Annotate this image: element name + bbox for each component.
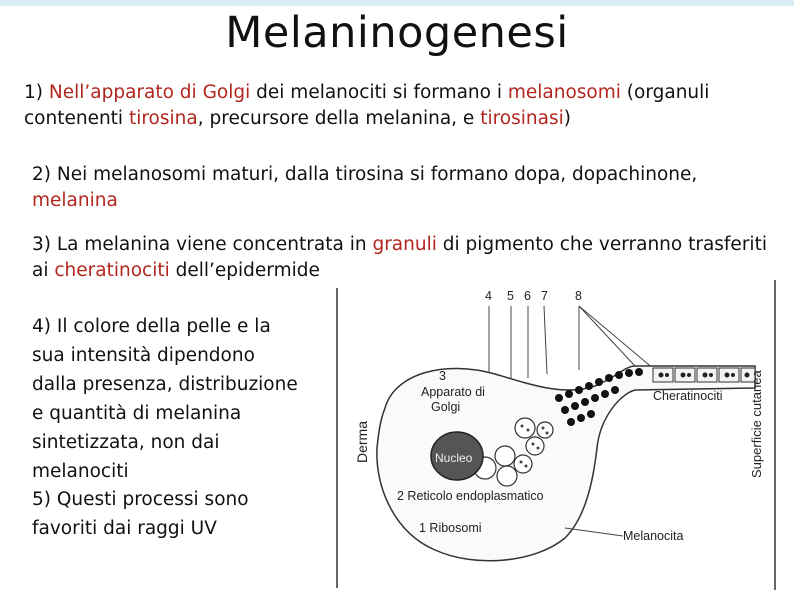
p2-text: 2) Nei melanosomi maturi, dalla tirosina si formano dopa, dopachinone,: [32, 164, 698, 185]
label-8: 8: [575, 289, 582, 303]
superficie-label: Superficie cutanea: [749, 370, 764, 478]
p3-text: dell’epidermide: [169, 260, 320, 281]
label-5: 5: [507, 289, 514, 303]
ribosomi-label: 1 Ribosomi: [419, 521, 482, 535]
derma-label: Derma: [354, 420, 370, 463]
p1-text: , precursore della melanina, e: [197, 108, 481, 129]
p1-text: dei melanociti si formano i: [250, 82, 508, 103]
slide-title: Melaninogenesi: [225, 8, 569, 58]
p1-highlight-melanosomi: melanosomi: [507, 82, 621, 103]
p3-highlight-cheratinociti: cheratinociti: [54, 260, 170, 281]
p1-highlight-golgi: Nell’apparato di Golgi: [48, 82, 251, 103]
golgi-number: 3: [439, 369, 446, 383]
paragraph-2: [32, 162, 772, 214]
p3-text: di pigmento che verranno trasferiti ai: [32, 234, 767, 281]
p3-highlight-granuli: granuli: [372, 234, 437, 255]
p1-text: ): [563, 108, 571, 129]
p1-highlight-tirosina: tirosina: [128, 108, 198, 129]
reticolo-label: 2 Reticolo endoplasmatico: [397, 489, 544, 503]
label-7: 7: [541, 289, 548, 303]
label-6: 6: [524, 289, 531, 303]
paragraph-1: [24, 80, 784, 132]
paragraph-4: 4) Il colore della pelle e la sua intensità dipendono dalla presenza, distribuzione e quantità di melanina sintetizzata, non dai melanociti: [32, 316, 298, 482]
p1-highlight-tirosinasi: tirosinasi: [480, 108, 564, 129]
p1-text: (organuli contenenti: [24, 82, 710, 129]
nucleus-label: Nucleo: [435, 451, 473, 465]
paragraph-3: [32, 232, 772, 284]
golgi-label-2: Golgi: [431, 400, 461, 414]
p1-text: 1): [24, 82, 49, 103]
melanocyte-diagram-svg: [335, 278, 779, 590]
melanocita-leader: [565, 528, 623, 536]
cheratinociti-label: Cheratinociti: [653, 389, 723, 403]
melanocita-label: Melanocita: [623, 529, 684, 543]
melanocyte-diagram: [335, 278, 779, 590]
p3-text: 3) La melanina viene concentrata in: [32, 234, 373, 255]
golgi-label-1: Apparato di: [421, 385, 485, 399]
label-4: 4: [485, 289, 492, 303]
p2-highlight-melanina: melanina: [32, 190, 118, 211]
paragraph-5: 5) Questi processi sono favoriti dai raggi UV: [32, 489, 249, 539]
